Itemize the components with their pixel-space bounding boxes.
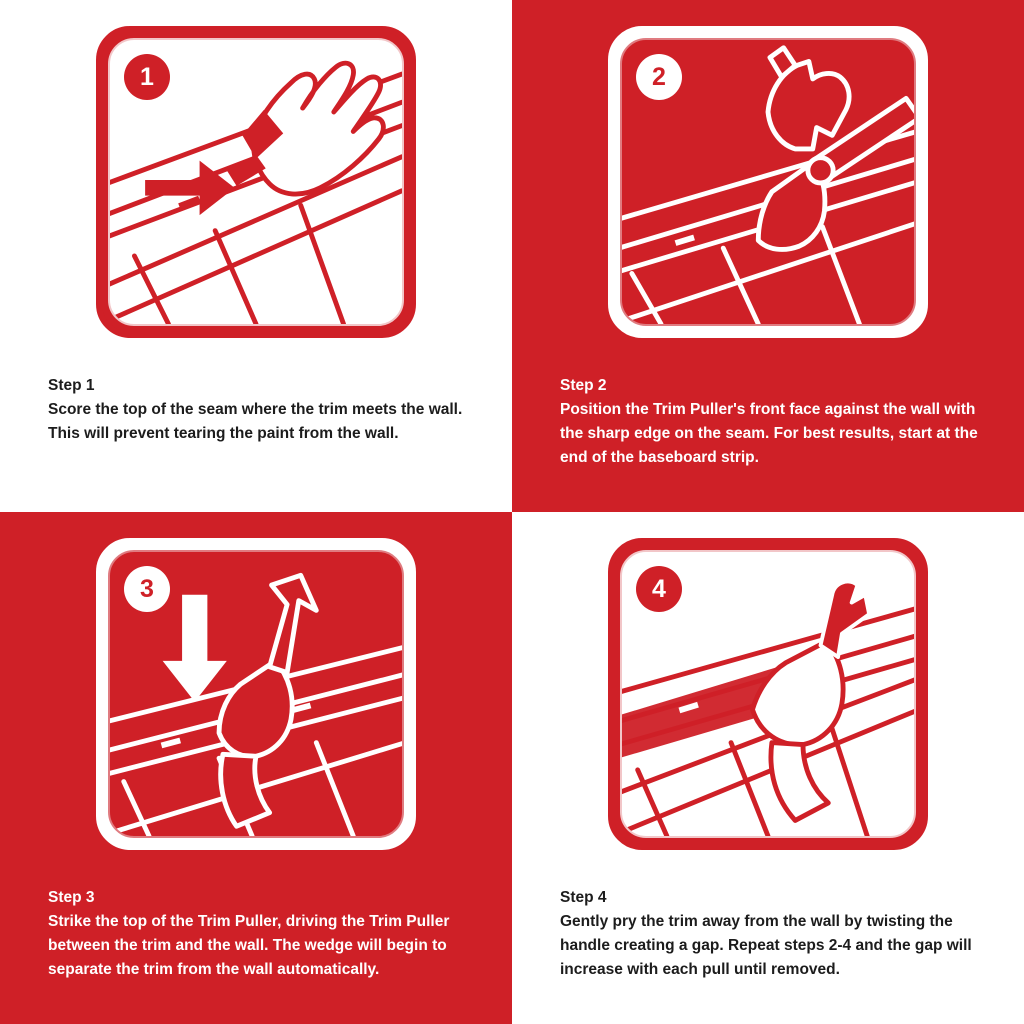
step-panel-1: [0, 0, 512, 512]
step-number-badge-1: 1: [124, 54, 170, 100]
step-panel-3: [0, 512, 512, 1024]
caption-4: [560, 886, 980, 982]
caption-1: [48, 374, 468, 446]
step-panel-2: [512, 0, 1024, 512]
caption-body-1: Score the top of the seam where the trim meets the wall. This will prevent tearing the paint from the wall.: [48, 401, 463, 443]
caption-3: [48, 886, 468, 982]
caption-body-2: Position the Trim Puller's front face against the wall with the sharp edge on the seam. For best results, start at the end of the baseboard strip.: [560, 401, 978, 467]
caption-title-2: Step 2: [560, 377, 607, 394]
step-number-badge-3: 3: [124, 566, 170, 612]
illustration-frame-1: [96, 26, 416, 338]
caption-title-3: Step 3: [48, 889, 95, 906]
caption-title-4: Step 4: [560, 889, 607, 906]
illustration-frame-2: [608, 26, 928, 338]
step-number-badge-2: 2: [636, 54, 682, 100]
caption-body-4: Gently pry the trim away from the wall by twisting the handle creating a gap. Repeat steps 2-4 and the gap will increase with each pull until removed.: [560, 913, 972, 979]
caption-title-1: Step 1: [48, 377, 95, 394]
caption-body-3: Strike the top of the Trim Puller, driving the Trim Puller between the trim and the wall. The wedge will begin to separate the trim from the wall automatically.: [48, 913, 450, 979]
illustration-frame-4: [608, 538, 928, 850]
illustration-frame-3: [96, 538, 416, 850]
step-number-badge-4: 4: [636, 566, 682, 612]
step-panel-4: [512, 512, 1024, 1024]
caption-2: [560, 374, 980, 470]
